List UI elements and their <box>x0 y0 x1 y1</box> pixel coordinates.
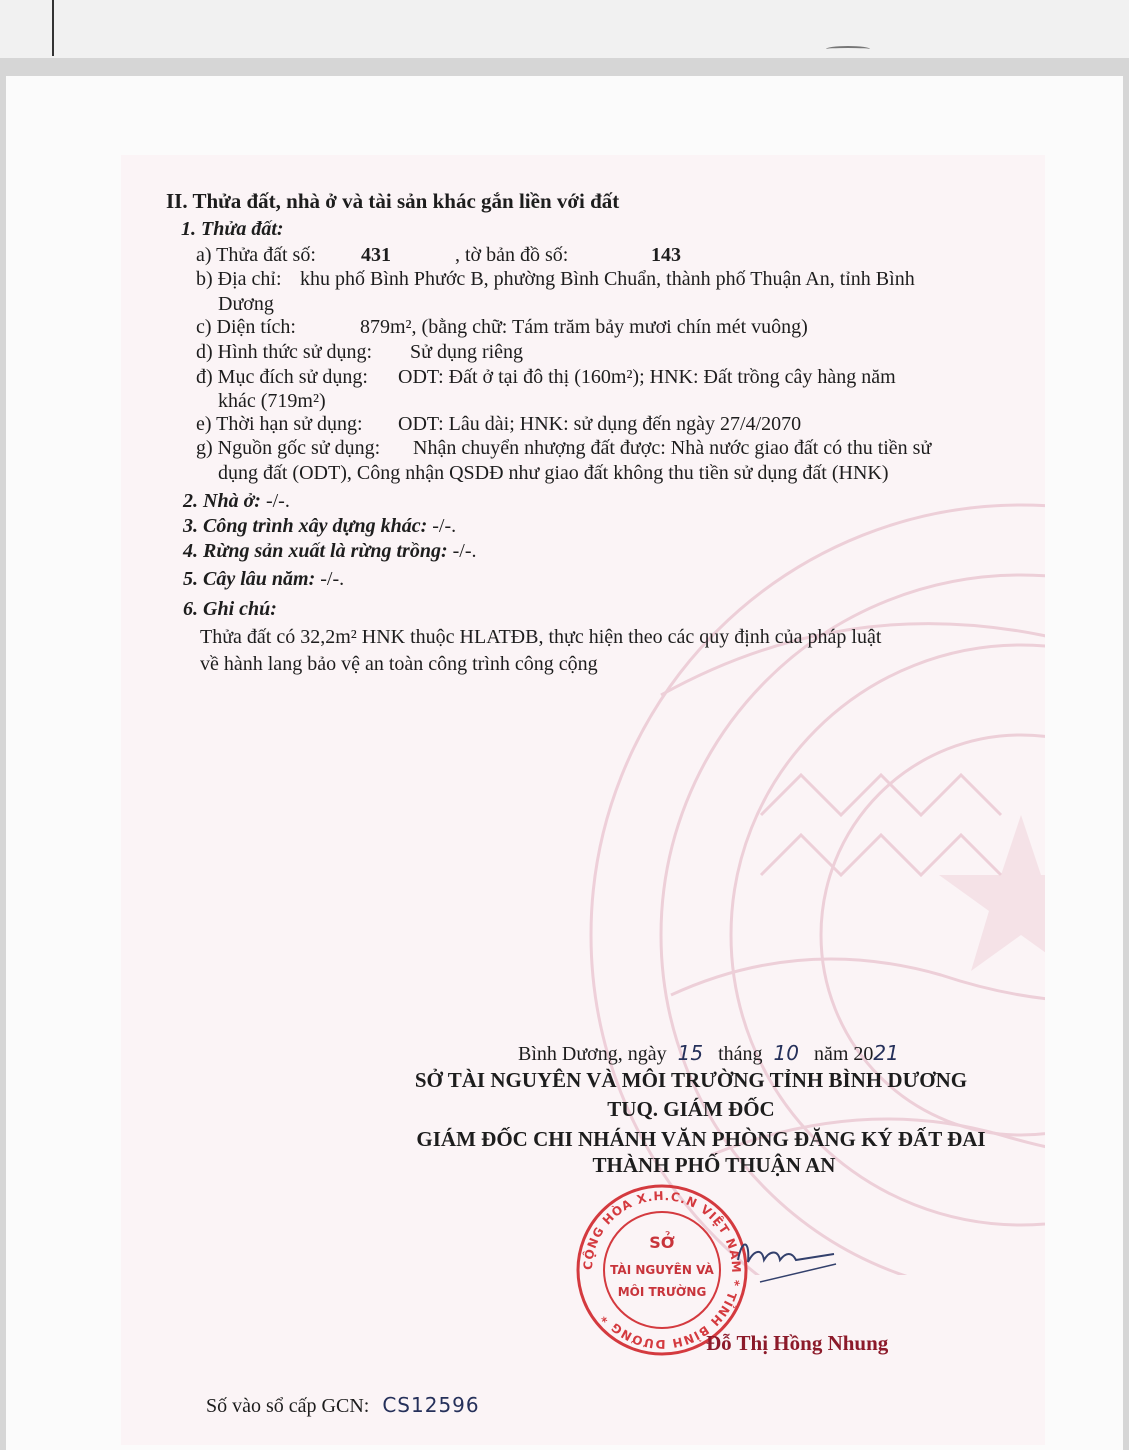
handwritten-signature <box>730 1220 840 1290</box>
term-label: e) Thời hạn sử dụng: <box>196 413 363 435</box>
year-label: năm 20 <box>813 1043 874 1065</box>
map-number: 143 <box>651 244 681 266</box>
land-heading: 1. Thửa đất: <box>181 218 284 240</box>
previous-page-edge <box>0 0 1129 58</box>
scan-mark <box>826 46 870 52</box>
map-label: , tờ bản đồ số: <box>455 244 569 266</box>
forest-value: -/-. <box>452 540 477 562</box>
notes-line-1: Thửa đất có 32,2m² HNK thuộc HLATĐB, thực hiện theo các quy định của pháp luật <box>200 626 882 648</box>
section-title: II. Thửa đất, nhà ở và tài sản khác gắn liền với đất <box>166 189 620 213</box>
place-date-prefix: Bình Dương, ngày <box>518 1043 667 1065</box>
address-label: b) Địa chỉ: <box>196 268 282 290</box>
signer-position-line-1: GIÁM ĐỐC CHI NHÁNH VĂN PHÒNG ĐĂNG KÝ ĐẤT ĐAI <box>416 1127 986 1151</box>
usage-form-label: d) Hình thức sử dụng: <box>196 341 373 363</box>
origin-line-2: dụng đất (ODT), Công nhận QSDĐ như giao đất không thu tiền sử dụng đất (HNK) <box>218 462 889 484</box>
month-label: tháng <box>718 1043 763 1065</box>
perennial-heading: 5. Cây lâu năm: <box>183 568 316 590</box>
origin-label: g) Nguồn gốc sử dụng: <box>196 437 381 459</box>
purpose-label: đ) Mục đích sử dụng: <box>196 366 368 388</box>
place-date <box>518 1041 899 1066</box>
signer-position-line-2: THÀNH PHỐ THUẬN AN <box>592 1153 836 1177</box>
issuing-organization: SỞ TÀI NGUYÊN VÀ MÔI TRƯỜNG TỈNH BÌNH DƯƠNG <box>414 1068 968 1092</box>
parcel-label: a) Thửa đất số: <box>196 244 316 266</box>
notes-heading: 6. Ghi chú: <box>183 598 277 620</box>
parcel-number: 431 <box>361 244 391 266</box>
registry-value: CS12596 <box>382 1393 480 1417</box>
forest-heading: 4. Rừng sản xuất là rừng trồng: <box>183 540 448 562</box>
house-heading: 2. Nhà ở: <box>183 490 261 512</box>
page-edge-line <box>52 0 54 56</box>
house-value: -/-. <box>265 490 290 512</box>
purpose-line-1: ODT: Đất ở tại đô thị (160m²); HNK: Đất trồng cây hàng năm <box>398 366 896 388</box>
other-works-value: -/-. <box>432 515 457 537</box>
other-works-heading: 3. Công trình xây dựng khác: <box>183 515 428 537</box>
registry-number <box>206 1393 480 1418</box>
area-label: c) Diện tích: <box>196 316 296 338</box>
authorization-line: TUQ. GIÁM ĐỐC <box>607 1097 775 1121</box>
usage-form-value: Sử dụng riêng <box>410 341 524 363</box>
date-year-suffix: 21 <box>873 1041 899 1065</box>
stamp-ring-text: CỘNG HÒA X.H.C.N VIỆT NAM * TỈNH BÌNH DƯƠNG * <box>580 1188 744 1352</box>
stamp-center-mid: TÀI NGUYÊN VÀ <box>610 1263 714 1277</box>
stamp-center-bottom: MÔI TRƯỜNG <box>617 1285 707 1299</box>
notes-line-2: về hành lang bảo vệ an toàn công trình công cộng <box>200 653 598 675</box>
perennial-value: -/-. <box>320 568 345 590</box>
address-line-1: khu phố Bình Phước B, phường Bình Chuẩn, thành phố Thuận An, tỉnh Bình <box>300 268 915 290</box>
registry-label: Số vào sổ cấp GCN: <box>206 1395 370 1417</box>
signer-name: Đỗ Thị Hồng Nhung <box>706 1331 889 1355</box>
address-line-2: Dương <box>218 293 274 315</box>
date-day: 15 <box>677 1041 704 1065</box>
stamp-center-top: SỞ <box>649 1233 675 1252</box>
origin-line-1: Nhận chuyển nhượng đất được: Nhà nước giao đất có thu tiền sử <box>413 437 932 459</box>
term-value: ODT: Lâu dài; HNK: sử dụng đến ngày 27/4/2070 <box>398 413 802 435</box>
area-value: 879m², (bằng chữ: Tám trăm bảy mươi chín mét vuông) <box>360 316 808 338</box>
date-month: 10 <box>773 1041 799 1065</box>
purpose-line-2: khác (719m²) <box>218 390 326 412</box>
